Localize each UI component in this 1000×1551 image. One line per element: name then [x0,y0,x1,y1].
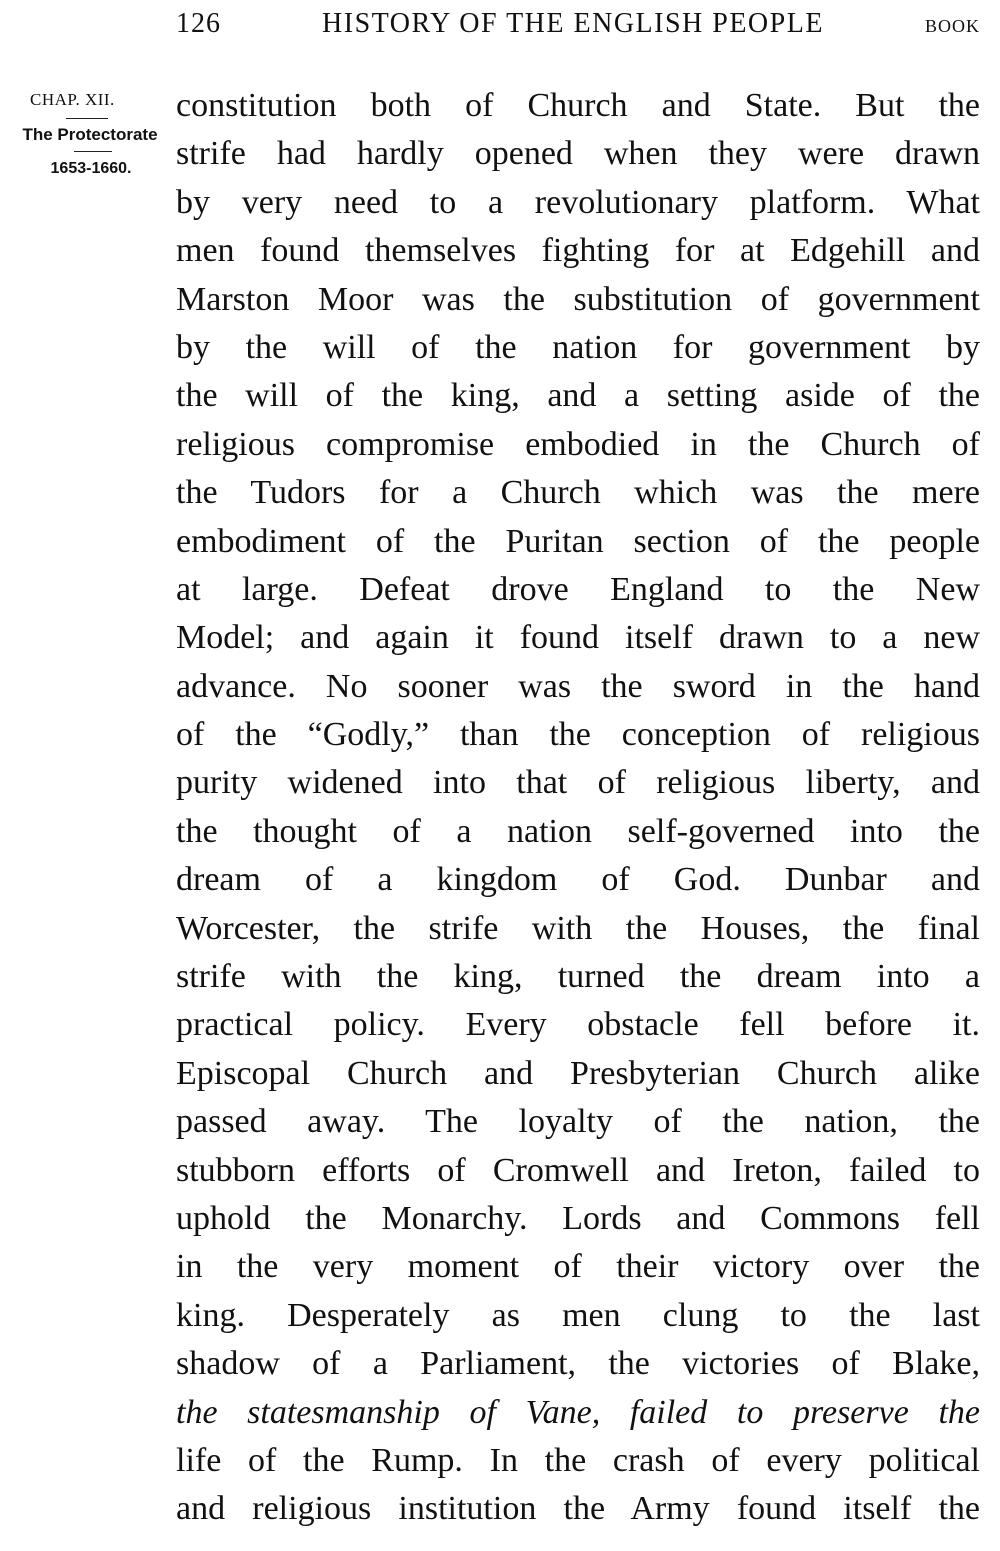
text-line: passed away. The loyalty of the nation, the [176,1103,980,1141]
running-head [176,8,980,48]
page-number: 126 [176,8,221,39]
text-line: in the very moment of their victory over the [176,1248,980,1286]
text-line: embodiment of the Puritan section of the people [176,522,980,560]
text-line: the statesmanship of Vane, failed to preserve the [176,1393,980,1431]
text-line: strife with the king, turned the dream into a [176,958,980,996]
text-line: and religious institution the Army found itself the [176,1490,980,1528]
margin-rule [74,151,112,152]
body-text [176,82,980,1534]
text-line: king. Desperately as men clung to the last [176,1296,980,1334]
text-line: of the “Godly,” than the conception of religious [176,716,980,754]
text-line: the will of the king, and a setting aside of the [176,377,980,415]
text-line: by the will of the nation for government by [176,328,980,366]
running-head-book: BOOK [924,16,980,36]
text-line: religious compromise embodied in the Church of [176,425,980,463]
marginal-note [22,90,158,178]
text-line: practical policy. Every obstacle fell before it. [176,1006,980,1044]
text-line: strife had hardly opened when they were drawn [176,135,980,173]
text-line: Episcopal Church and Presbyterian Church alike [176,1054,980,1092]
text-line: men found themselves fighting for at Edgehill and [176,232,980,270]
text-line: the thought of a nation self-governed into the [176,812,980,850]
margin-rule [66,118,108,119]
chapter-label: CHAP. XII. [30,90,115,109]
running-title: HISTORY OF THE ENGLISH PEOPLE [322,8,824,39]
text-line: life of the Rump. In the crash of every political [176,1441,980,1479]
text-line: Marston Moor was the substitution of government [176,280,980,318]
text-line: at large. Defeat drove England to the New [176,570,980,608]
text-line: dream of a kingdom of God. Dunbar and [176,861,980,899]
text-line: shadow of a Parliament, the victories of Blake, [176,1345,980,1383]
text-line: the Tudors for a Church which was the mere [176,474,980,512]
text-line: uphold the Monarchy. Lords and Commons fell [176,1199,980,1237]
text-line: advance. No sooner was the sword in the hand [176,667,980,705]
margin-subject: The Protectorate [22,125,158,144]
margin-dates: 1653-1660. [50,160,132,177]
text-line: Model; and again it found itself drawn to a new [176,619,980,657]
text-line: Worcester, the strife with the Houses, the final [176,909,980,947]
text-line: purity widened into that of religious liberty, and [176,764,980,802]
text-line: constitution both of Church and State. But the [176,87,980,124]
text-line: stubborn efforts of Cromwell and Ireton, failed to [176,1151,980,1189]
text-line: by very need to a revolutionary platform. What [176,183,980,221]
